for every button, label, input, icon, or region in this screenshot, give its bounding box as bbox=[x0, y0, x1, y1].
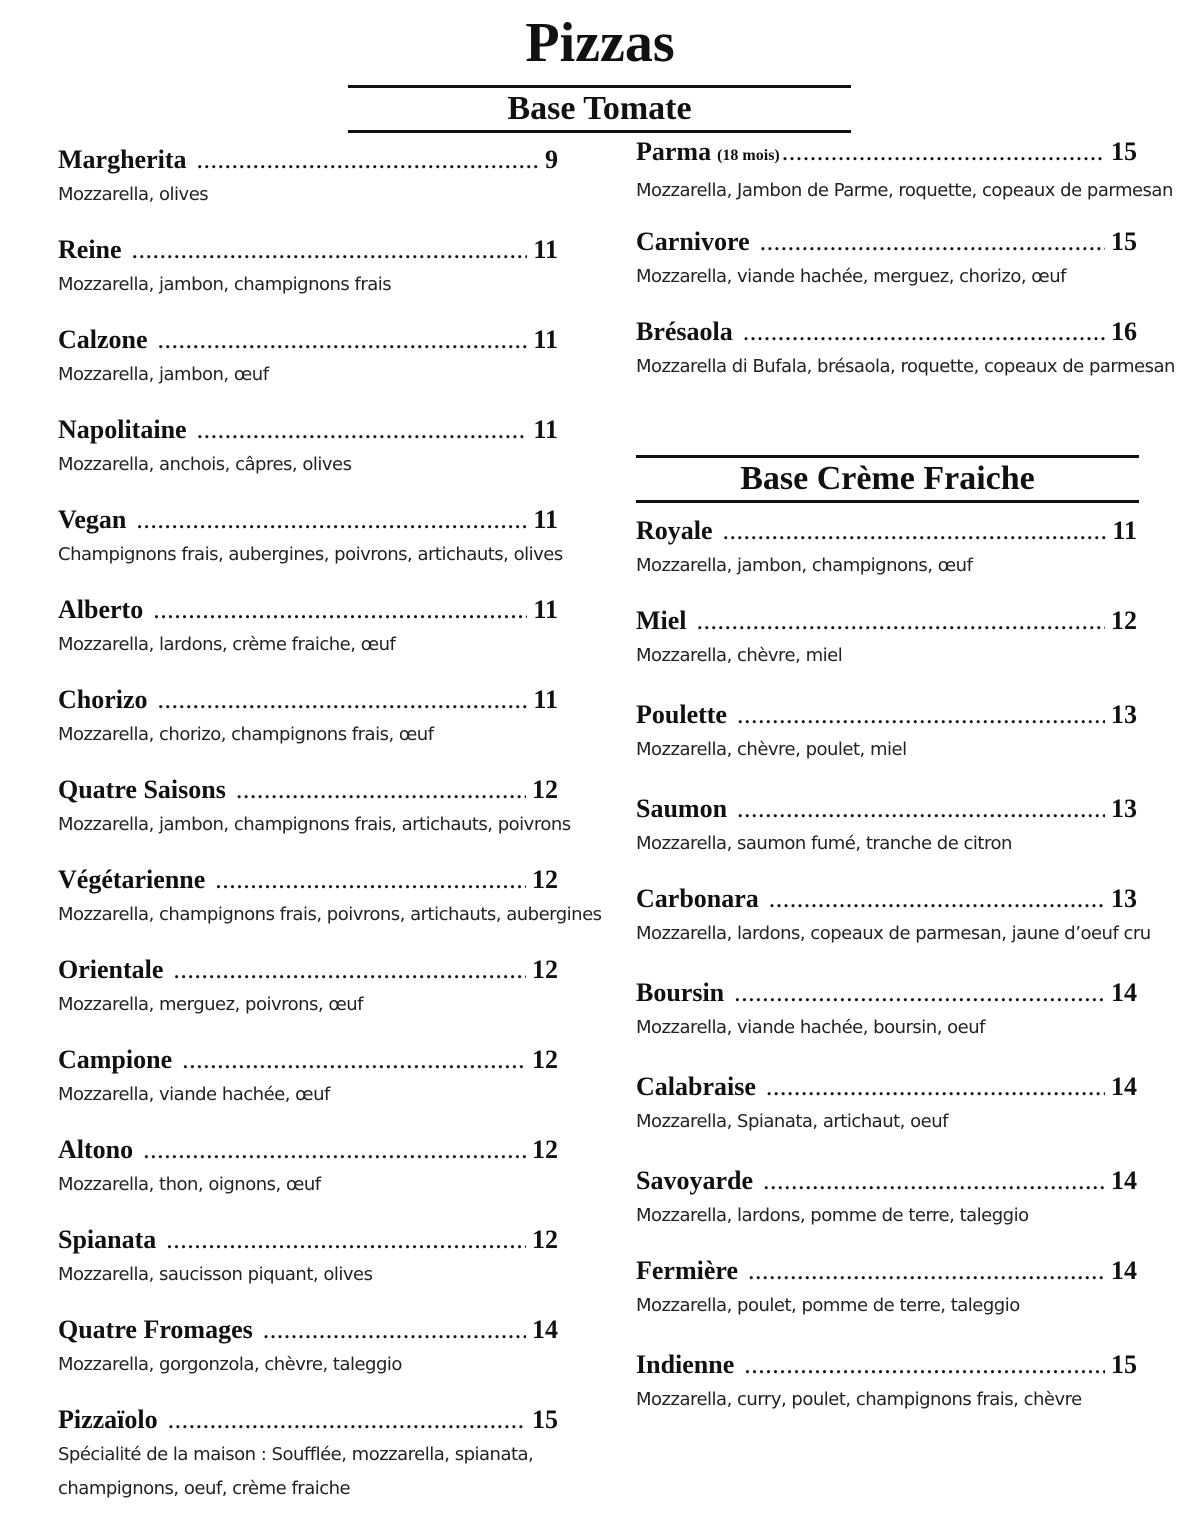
item-name: Pizzaïolo bbox=[58, 1405, 158, 1434]
dot-leader bbox=[236, 774, 526, 806]
heading-rule-bottom bbox=[636, 500, 1139, 503]
item-price: 13 bbox=[1111, 884, 1137, 913]
dot-leader bbox=[143, 1134, 526, 1166]
item-description: Mozzarella, lardons, copeaux de parmesan, jaune d’oeuf cru bbox=[636, 923, 1151, 944]
item-name: Napolitaine bbox=[58, 415, 187, 444]
item-name: Margherita bbox=[58, 145, 187, 174]
item-price: 15 bbox=[1111, 1350, 1137, 1379]
item-name: Carbonara bbox=[636, 884, 759, 913]
item-name: Parma bbox=[636, 137, 712, 166]
item-description: Mozzarella, thon, oignons, œuf bbox=[58, 1174, 321, 1195]
item-description: Mozzarella, Jambon de Parme, roquette, copeaux de parmesan bbox=[636, 180, 1173, 201]
menu-item-miel bbox=[636, 605, 1137, 673]
dot-leader bbox=[737, 699, 1105, 731]
item-price: 11 bbox=[533, 595, 558, 624]
section-heading-base-creme-fraiche bbox=[636, 455, 1139, 503]
heading-rule-bottom bbox=[348, 130, 851, 133]
item-price: 12 bbox=[532, 1135, 558, 1164]
menu-item-poulette bbox=[636, 699, 1137, 767]
item-name: Savoyarde bbox=[636, 1166, 753, 1195]
item-description: Mozzarella, poulet, pomme de terre, taleggio bbox=[636, 1295, 1020, 1316]
menu-item-saumon bbox=[636, 793, 1137, 861]
item-name: Orientale bbox=[58, 955, 164, 984]
menu-item-bresaola bbox=[636, 316, 1175, 384]
dot-leader bbox=[153, 594, 527, 626]
menu-item-margherita bbox=[58, 144, 558, 212]
item-name: Poulette bbox=[636, 700, 727, 729]
section-heading-label: Base Tomate bbox=[507, 90, 692, 127]
item-price: 15 bbox=[532, 1405, 558, 1434]
menu-item-altono bbox=[58, 1134, 558, 1202]
dot-leader bbox=[766, 1071, 1105, 1103]
item-name: Miel bbox=[636, 606, 687, 635]
page-title: Pizzas bbox=[525, 12, 675, 74]
item-price: 12 bbox=[1111, 606, 1137, 635]
item-description: Mozzarella, gorgonzola, chèvre, taleggio bbox=[58, 1354, 402, 1375]
menu-item-vegetarienne bbox=[58, 864, 602, 932]
item-price: 11 bbox=[533, 505, 558, 534]
item-name: Vegan bbox=[58, 505, 127, 534]
item-name: Saumon bbox=[636, 794, 728, 823]
item-description: Mozzarella, jambon, champignons frais bbox=[58, 274, 392, 295]
item-description: Mozzarella, viande hachée, boursin, oeuf bbox=[636, 1017, 985, 1038]
item-price: 14 bbox=[1111, 978, 1137, 1007]
menu-item-campione bbox=[58, 1044, 558, 1112]
item-name: Reine bbox=[58, 235, 122, 264]
item-description: Mozzarella, Spianata, artichaut, oeuf bbox=[636, 1111, 948, 1132]
item-description-continued: champignons, oeuf, crème fraiche bbox=[58, 1478, 351, 1499]
dot-leader bbox=[166, 1224, 526, 1256]
menu-column-right-bottom bbox=[636, 515, 1151, 1435]
item-name: Quatre Fromages bbox=[58, 1315, 253, 1344]
item-description: Mozzarella, saucisson piquant, olives bbox=[58, 1264, 373, 1285]
item-description: Mozzarella, lardons, crème fraiche, œuf bbox=[58, 634, 396, 655]
dot-leader bbox=[197, 144, 539, 176]
item-price: 11 bbox=[533, 325, 558, 354]
item-price: 11 bbox=[533, 235, 558, 264]
dot-leader bbox=[136, 504, 527, 536]
menu-column-left bbox=[58, 144, 602, 1534]
dot-leader bbox=[158, 684, 528, 716]
dot-leader bbox=[723, 515, 1107, 547]
dot-leader bbox=[734, 977, 1105, 1009]
menu-item-spianata bbox=[58, 1224, 558, 1292]
menu-item-chorizo bbox=[58, 684, 558, 752]
item-price: 11 bbox=[533, 685, 558, 714]
item-name: Royale bbox=[636, 516, 713, 545]
item-price: 12 bbox=[532, 775, 558, 804]
item-price: 13 bbox=[1111, 794, 1137, 823]
item-description: Mozzarella, merguez, poivrons, œuf bbox=[58, 994, 364, 1015]
item-description: Mozzarella, lardons, pomme de terre, taleggio bbox=[636, 1205, 1029, 1226]
item-price: 12 bbox=[532, 1225, 558, 1254]
item-price: 15 bbox=[1111, 137, 1137, 166]
item-name: Campione bbox=[58, 1045, 173, 1074]
menu-item-fermiere bbox=[636, 1255, 1137, 1323]
item-note: (18 mois) bbox=[717, 147, 780, 164]
item-description: Mozzarella, viande hachée, œuf bbox=[58, 1084, 330, 1105]
dot-leader bbox=[748, 1255, 1105, 1287]
item-description: Mozzarella, champignons frais, poivrons, artichauts, aubergines bbox=[58, 904, 602, 925]
menu-item-vegan bbox=[58, 504, 563, 572]
item-description: Mozzarella di Bufala, brésaola, roquette, copeaux de parmesan bbox=[636, 356, 1175, 377]
item-price: 12 bbox=[532, 955, 558, 984]
dot-leader bbox=[737, 793, 1105, 825]
item-name: Chorizo bbox=[58, 685, 148, 714]
item-price: 12 bbox=[532, 865, 558, 894]
menu-item-calabraise bbox=[636, 1071, 1137, 1139]
dot-leader bbox=[744, 1349, 1105, 1381]
item-price: 14 bbox=[1111, 1072, 1137, 1101]
item-description: Mozzarella, chorizo, champignons frais, œuf bbox=[58, 724, 434, 745]
item-price: 15 bbox=[1111, 227, 1137, 256]
menu-item-reine bbox=[58, 234, 558, 302]
item-name: Quatre Saisons bbox=[58, 775, 226, 804]
menu-item-carbonara bbox=[636, 883, 1151, 951]
dot-leader bbox=[158, 324, 528, 356]
dot-leader bbox=[743, 316, 1105, 348]
dot-leader bbox=[769, 883, 1105, 915]
item-name: Boursin bbox=[636, 978, 725, 1007]
dot-leader bbox=[173, 954, 526, 986]
menu-item-royale bbox=[636, 515, 1137, 583]
item-name: Végétarienne bbox=[58, 865, 206, 894]
item-price: 14 bbox=[1111, 1256, 1137, 1285]
dot-leader bbox=[182, 1044, 526, 1076]
dot-leader bbox=[197, 414, 528, 446]
menu-item-carnivore bbox=[636, 226, 1137, 294]
item-price: 14 bbox=[1111, 1166, 1137, 1195]
item-price: 11 bbox=[533, 415, 558, 444]
dot-leader bbox=[168, 1404, 526, 1436]
menu-item-savoyarde bbox=[636, 1165, 1137, 1233]
item-description: Mozzarella, viande hachée, merguez, chorizo, œuf bbox=[636, 266, 1066, 287]
item-description: Mozzarella, jambon, œuf bbox=[58, 364, 269, 385]
menu-item-quatre-saisons bbox=[58, 774, 571, 842]
menu-item-quatre-fromages bbox=[58, 1314, 558, 1382]
item-name: Indienne bbox=[636, 1350, 735, 1379]
item-description: Mozzarella, jambon, champignons frais, artichauts, poivrons bbox=[58, 814, 571, 835]
item-description: Mozzarella, chèvre, poulet, miel bbox=[636, 739, 907, 760]
item-price: 16 bbox=[1111, 317, 1137, 346]
item-description: Mozzarella, anchois, câpres, olives bbox=[58, 454, 352, 475]
menu-item-calzone bbox=[58, 324, 558, 392]
item-description: Mozzarella, saumon fumé, tranche de citron bbox=[636, 833, 1012, 854]
item-name: Brésaola bbox=[636, 317, 733, 346]
menu-item-alberto bbox=[58, 594, 558, 662]
item-description: Mozzarella, jambon, champignons, œuf bbox=[636, 555, 973, 576]
menu-item-boursin bbox=[636, 977, 1137, 1045]
menu-item-parma bbox=[636, 136, 1173, 208]
item-name: Calzone bbox=[58, 325, 148, 354]
item-price: 14 bbox=[532, 1315, 558, 1344]
item-price: 12 bbox=[532, 1045, 558, 1074]
menu-item-napolitaine bbox=[58, 414, 558, 482]
dot-leader bbox=[760, 226, 1105, 258]
menu-column-right-top bbox=[636, 136, 1175, 396]
item-description: Spécialité de la maison : Soufflée, mozzarella, spianata, bbox=[58, 1444, 534, 1465]
item-name: Alberto bbox=[58, 595, 144, 624]
item-description: Mozzarella, curry, poulet, champignons frais, chèvre bbox=[636, 1389, 1082, 1410]
menu-item-orientale bbox=[58, 954, 558, 1022]
dot-leader bbox=[697, 605, 1105, 637]
item-name: Spianata bbox=[58, 1225, 157, 1254]
dot-leader bbox=[782, 136, 1105, 168]
dot-leader bbox=[132, 234, 528, 266]
item-description: Champignons frais, aubergines, poivrons, artichauts, olives bbox=[58, 544, 563, 565]
item-name: Calabraise bbox=[636, 1072, 756, 1101]
item-description: Mozzarella, olives bbox=[58, 184, 209, 205]
dot-leader bbox=[215, 864, 526, 896]
item-description: Mozzarella, chèvre, miel bbox=[636, 645, 843, 666]
item-price: 13 bbox=[1111, 700, 1137, 729]
item-price: 11 bbox=[1112, 516, 1137, 545]
menu-item-pizzaiolo bbox=[58, 1404, 558, 1506]
item-name: Fermière bbox=[636, 1256, 738, 1285]
item-name: Altono bbox=[58, 1135, 134, 1164]
item-price: 9 bbox=[545, 145, 558, 174]
dot-leader bbox=[763, 1165, 1105, 1197]
menu-item-indienne bbox=[636, 1349, 1137, 1417]
item-name: Carnivore bbox=[636, 227, 750, 256]
section-heading-base-tomate bbox=[348, 85, 851, 133]
section-heading-label: Base Crème Fraiche bbox=[740, 460, 1035, 497]
dot-leader bbox=[263, 1314, 526, 1346]
